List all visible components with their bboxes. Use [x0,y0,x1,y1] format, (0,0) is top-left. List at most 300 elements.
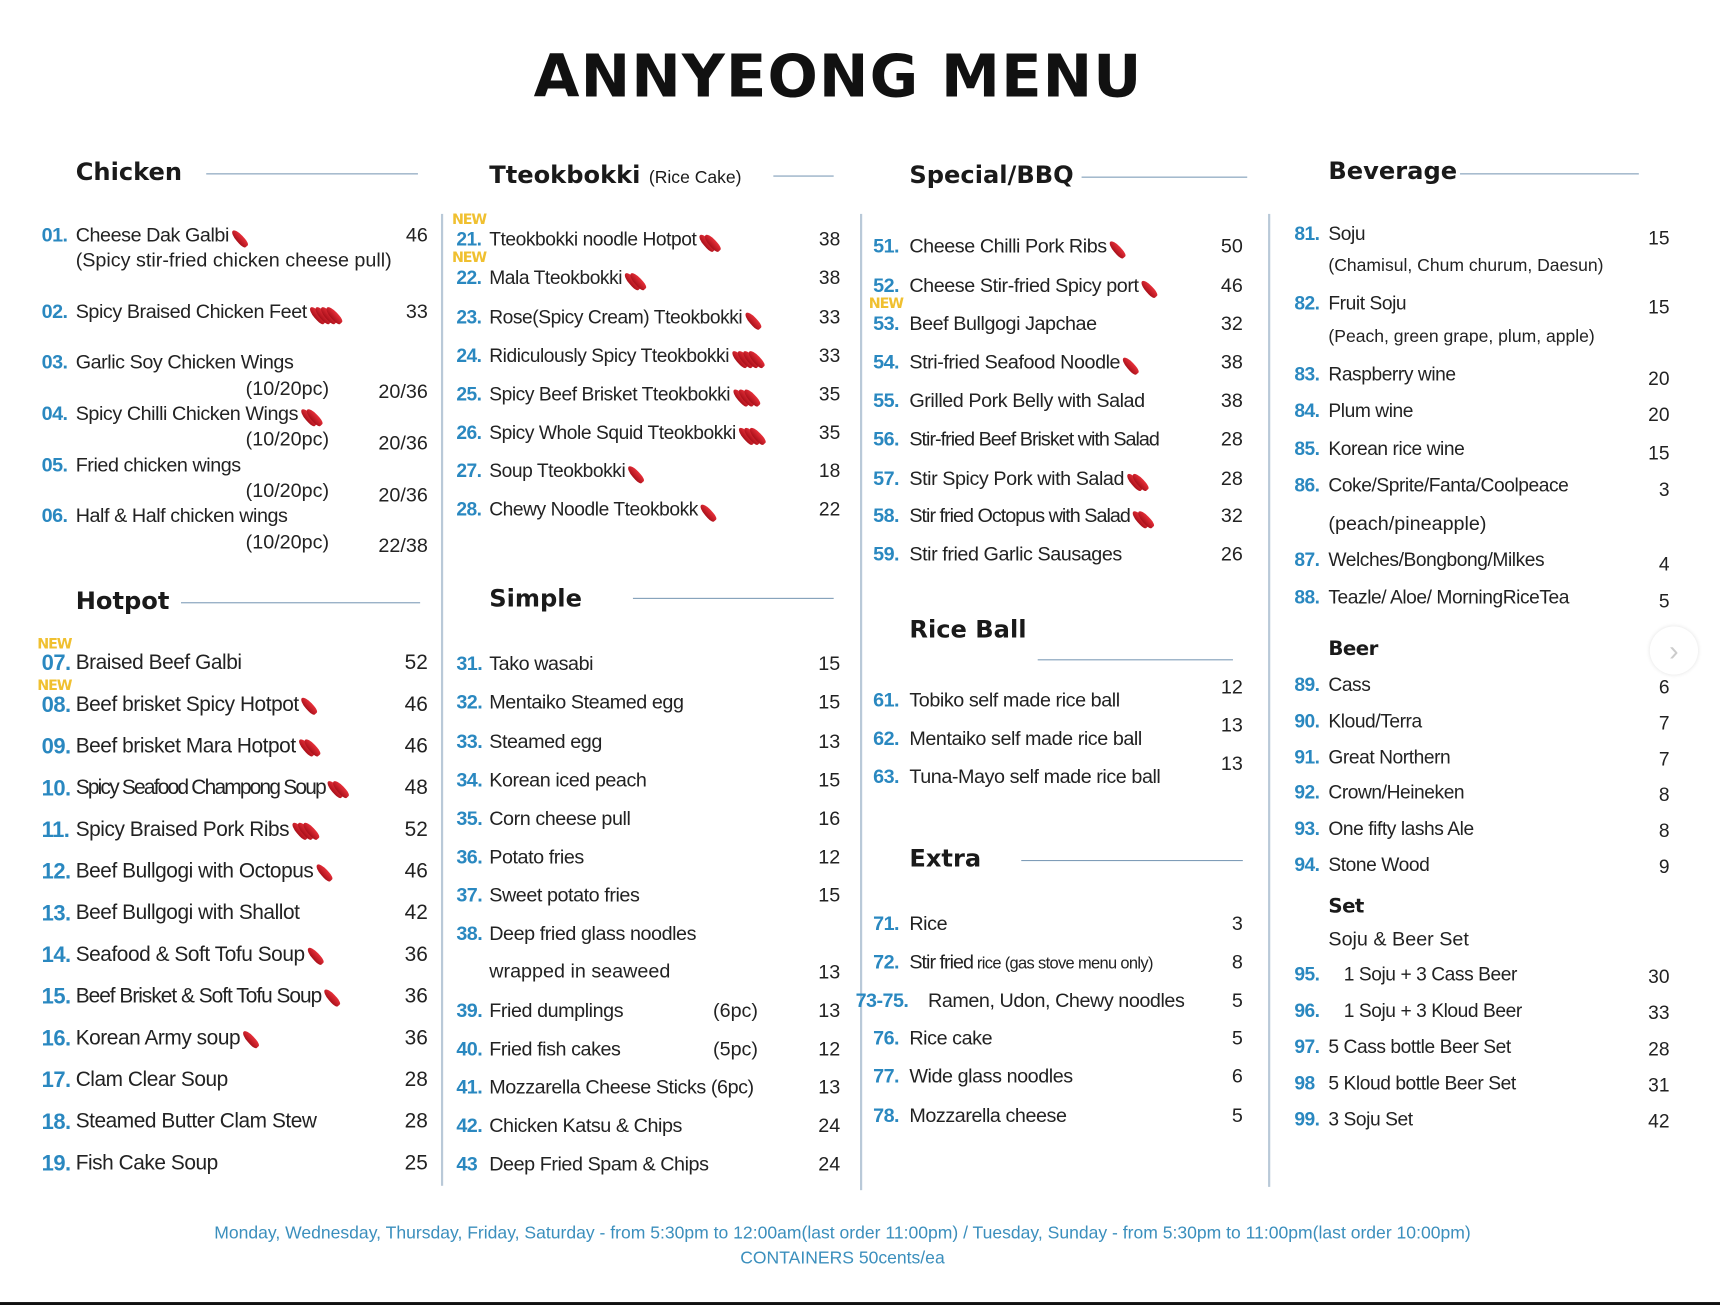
item-price: 25 [404,1151,428,1175]
item-name-text: Mentaiko Steamed egg [489,691,684,714]
item-price: 13 [818,960,841,983]
item-price: 32 [1220,504,1243,527]
next-button[interactable] [1650,626,1698,674]
item-price: 28 [404,1068,428,1092]
item-name-text: Garlic Soy Chicken Wings [75,351,294,373]
item-name-text: 5 Kloud bottle Beer Set [1328,1071,1516,1094]
item-number: 05. [41,454,68,477]
item-name-text: Spicy Braised Chicken Feet [75,300,307,323]
item-price: 15 [818,652,841,675]
item-name-text: Clam Clear Soup [75,1068,228,1092]
item-name [76,652,242,676]
section-title: Hotpot [75,587,170,616]
item-name [489,729,602,753]
item-name-text: Spicy Whole Squid Tteokbokki [489,421,736,444]
item-size: (5pc) [713,1037,759,1060]
item-name [1328,1071,1515,1095]
item-number: 04. [41,402,68,425]
item-name [909,912,947,936]
item-name [489,998,623,1022]
item-number: 83. [1294,363,1320,386]
chili-rating [742,423,758,445]
item-name [909,350,1132,374]
item-name [1328,291,1406,315]
item-name [76,299,336,323]
item-price: 12 [818,1037,841,1060]
item-name-text: Tteokbokki noodle Hotpot [489,228,697,251]
item-price: 48 [404,776,428,800]
item-number: 31. [456,652,483,675]
item-number: 43 [456,1152,478,1175]
item-name [1328,1034,1510,1058]
item-name [1328,816,1473,840]
section-divider [773,176,833,177]
item-price: 42 [1648,1110,1670,1133]
item-name-text: Coke/Sprite/Fanta/Coolpeace [1328,473,1569,496]
item-number: 73-75. [855,989,909,1012]
item-price: 36 [404,1026,428,1050]
item-number: 41. [456,1076,483,1099]
chili-rating [332,778,343,800]
item-name-text: Fried fish cakes [489,1037,621,1060]
item-name-text: Cass [1328,673,1371,696]
item-name-text: Braised Beef Galbi [75,651,242,675]
chili-rating [235,225,240,247]
chili-rating [328,986,333,1008]
item-name-text: Steamed egg [489,730,602,753]
item-number: 24. [456,344,482,367]
item-price: 13 [1220,714,1243,737]
section-divider [1460,173,1639,174]
item-name-text: Sweet potato fries [489,884,640,907]
item-name [909,726,1141,750]
item-name [1328,745,1450,769]
item-name [76,223,241,247]
section-heading [1328,893,1363,922]
item-price: 46 [1220,274,1243,297]
item-name-text: Cheese Stir-fried Spicy port [909,274,1139,297]
item-price: 20/36 [378,432,428,455]
item-note: (10/20pc) [245,427,330,450]
item-price: 6 [1231,1065,1243,1088]
item-number: 02. [41,300,68,323]
item-name [76,1027,253,1051]
chili-pepper-icon [699,503,719,524]
item-number: 72. [873,951,899,973]
item-name-text: Mentaiko self made rice ball [909,727,1142,750]
section-heading [909,616,1026,645]
item-name [1344,962,1517,986]
item-number: 06. [41,504,68,527]
item-price: 38 [1220,389,1243,412]
item-price: 4 [1658,552,1670,575]
item-price: 5 [1231,989,1243,1012]
chili-pepper-icon [241,1030,261,1051]
item-name [489,305,754,330]
item-name [1328,852,1429,876]
item-name [909,688,1119,712]
item-number: 11. [41,818,70,843]
item-name-text: Corn cheese pull [489,807,631,830]
item-number: 84. [1294,399,1320,422]
chili-rating [629,268,640,290]
item-name [1328,709,1421,733]
item-number: 33. [456,730,483,753]
item-price: 13 [818,1076,841,1099]
item-name-text: Rice cake [909,1026,993,1049]
item-size: (6pc) [713,999,759,1022]
chili-rating [1113,236,1118,258]
item-name [489,1152,708,1176]
item-name-text: Chicken Katsu & Chips [489,1114,682,1137]
section-divider [206,173,418,174]
chili-rating [703,230,714,252]
item-price: 52 [404,651,428,675]
item-name-text: Tobiko self made rice ball [909,688,1120,711]
item-price: 46 [404,734,428,758]
item-number: 15. [41,985,71,1010]
item-price: 15 [818,884,841,907]
item-price: 30 [1648,965,1670,988]
item-name [909,388,1144,412]
item-name [76,453,241,477]
chili-rating [302,736,313,758]
item-number: 09. [41,734,71,760]
item-name [76,943,317,967]
item-name [1328,362,1455,386]
item-name-text: Steamed Butter Clam Stew [75,1110,317,1134]
item-name [76,985,334,1009]
section-heading [76,588,170,617]
item-price: 26 [1220,542,1243,565]
item-name-text: Spicy Chilli Chicken Wings [75,402,299,425]
item-name-text: Teazle/ Aloe/ MorningRiceTea [1328,585,1570,608]
item-number: 71. [873,912,899,935]
item-name-text: Korean iced peach [489,768,647,791]
item-name-text: Grilled Pork Belly with Salad [909,389,1145,412]
item-name-text: Stone Wood [1328,853,1430,876]
item-name [489,343,757,368]
chili-pepper-icon [230,228,250,249]
new-badge: NEW [868,296,903,313]
item-number: 01. [41,223,68,246]
item-name-text: Stir fried Octopus with Salad [909,504,1130,527]
section-title: Tteokbokki [489,162,641,190]
item-number: 91. [1294,745,1320,768]
item-price: 15 [818,691,841,714]
chili-rating [1145,276,1150,298]
section-title: Chicken [75,159,183,187]
item-number: 51. [873,234,899,257]
item-number: 57. [873,467,899,490]
menu-title: ANNYEONG MENU [533,41,1143,111]
chili-pepper-icon [1121,356,1141,377]
chili-rating [1136,506,1147,528]
item-price: 42 [404,901,428,925]
item-name-text: Mala Tteokbokki [489,266,623,289]
item-name [489,1037,620,1061]
chili-rating [311,944,316,966]
item-number: 19. [41,1151,71,1176]
item-name [909,466,1141,490]
item-name-text: Rose(Spicy Cream) Tteokbokki [489,306,743,328]
item-name [76,777,343,801]
column-divider [860,214,862,1190]
item-number: 12. [41,860,71,885]
section-heading [489,586,582,615]
item-name-text: Raspberry wine [1328,363,1456,386]
item-name [909,1104,1066,1128]
section-title: Extra [909,845,982,874]
chili-rating [305,404,316,426]
item-price: 36 [404,985,428,1009]
item-price: 5 [1231,1026,1243,1049]
item-note: (Chamisul, Chum churum, Daesun) [1328,256,1604,276]
item-number: 23. [456,306,482,328]
item-price: 35 [818,382,841,405]
item-price: 6 [1658,675,1670,698]
item-name [489,459,637,484]
item-name-text: Beef Bullgogi with Shallot [75,901,300,925]
item-number: 82. [1294,291,1320,314]
chili-rating [305,694,310,716]
item-number: 55. [873,389,899,412]
item-number: 16. [41,1026,71,1051]
item-price: 31 [1648,1073,1670,1096]
item-number: 53. [873,312,899,335]
item-number: 93. [1294,817,1320,840]
item-number: 92. [1294,781,1320,803]
item-number: 27. [456,459,482,482]
item-name [76,350,294,374]
item-price: 5 [1231,1104,1243,1127]
new-badge: NEW [451,211,487,229]
item-name-text: Spicy Braised Pork Ribs [75,818,290,842]
item-number: 76. [873,1026,899,1049]
item-price: 12 [1220,675,1243,698]
item-number: 62. [873,727,899,750]
item-name-text: Soju [1328,222,1366,245]
item-name [489,768,646,792]
section-divider [633,598,834,599]
item-price: 52 [404,818,428,842]
item-number: 85. [1294,437,1320,460]
item-price: 8 [1231,951,1243,973]
item-number: 10. [41,776,71,801]
item-note: (10/20pc) [245,377,330,400]
item-price: 5 [1658,590,1670,613]
item-name [1328,585,1569,609]
item-number: 07. [41,651,71,676]
item-price: 38 [1220,351,1243,373]
item-price: 28 [1220,427,1243,450]
item-name [489,1075,753,1099]
item-name [909,427,1159,451]
item-number: 99. [1294,1107,1320,1130]
item-name [1328,473,1568,497]
column-divider [441,214,443,1186]
item-price: 20 [1648,367,1670,390]
chili-pepper-icon [1139,279,1159,300]
item-name [1344,998,1522,1022]
item-name [1328,1107,1412,1131]
item-name [489,227,714,252]
item-name-text: Rice [909,912,948,935]
item-number: 36. [456,845,483,868]
item-name-text: Beef brisket Mara Hotpot [75,734,296,758]
item-number: 08. [41,693,71,718]
item-name [76,902,300,926]
item-price: 3 [1231,912,1243,935]
item-price: 13 [818,999,841,1022]
item-name [489,1113,682,1137]
item-number: 22. [456,266,482,289]
section-divider [1021,860,1243,861]
item-name [489,265,639,290]
item-number: 38. [456,922,483,945]
item-name [1328,780,1464,804]
section-title: Set [1328,895,1364,919]
item-name-text: Seafood & Soft Tofu Soup [75,943,305,967]
item-name-text: Cheese Dak Galbi [75,223,229,246]
item-number: 78. [873,1104,899,1127]
item-name-text: Fish Cake Soup [75,1151,218,1175]
item-number: 39. [456,999,483,1022]
item-number: 17. [41,1068,71,1093]
item-name [489,382,753,407]
chili-pepper-icon [299,696,319,717]
item-price: 33 [405,300,428,323]
item-price: 36 [404,943,428,967]
item-name-text: Korean Army soup [75,1026,241,1050]
item-name-text: 1 Soju + 3 Cass Beer [1343,963,1517,986]
item-price: 13 [818,730,841,753]
item-name-text: Soup Tteokbokki [489,459,626,482]
section-title: Simple [489,585,582,614]
item-price: 20/36 [378,380,428,403]
item-name-text: Mozzarella cheese [909,1104,1067,1127]
item-name-text: Spicy Seafood Champong Soup [75,776,325,800]
item-name-text: Fried dumplings [489,999,624,1022]
section-intro: Soju & Beer Set [1328,928,1469,950]
item-name-text: Spicy Beef Brisket Tteokbokki [489,382,731,405]
item-name [909,234,1118,258]
item-name-text: Welches/Bongbong/Milkes [1328,548,1545,571]
section-divider [1038,659,1233,660]
item-number: 42. [456,1114,483,1137]
item-price: 28 [1220,467,1243,490]
item-number: 37. [456,884,483,907]
item-name-text: 1 Soju + 3 Kloud Beer [1343,999,1522,1022]
item-number: 94. [1294,853,1320,876]
item-number: 35. [456,807,483,830]
item-price: 33 [1648,1001,1670,1024]
item-name-text: Kloud/Terra [1328,709,1422,732]
item-number: 14. [41,943,71,968]
item-price: 38 [818,266,841,289]
item-number: 89. [1294,673,1320,696]
item-price: 46 [404,860,428,884]
item-number: 98 [1294,1071,1315,1094]
chili-pepper-icon [322,988,342,1009]
item-price: 28 [1648,1037,1670,1060]
item-price: 24 [818,1114,841,1137]
item-name-text: Beef Brisket & Soft Tofu Soup [75,985,322,1009]
item-name-text: Cheese Chilli Pork Ribs [909,234,1107,257]
item-name-text: Plum wine [1328,399,1413,422]
item-name-text: Tako wasabi [489,652,594,675]
item-name [909,950,1152,976]
item-name-text: Chewy Noodle Tteokbokk [489,498,698,520]
section-title: Beer [1328,637,1378,661]
item-number: 97. [1294,1035,1320,1058]
item-price: 16 [818,807,841,830]
item-name-text: Beef brisket Spicy Hotpot [75,693,299,717]
item-price: 15 [1648,227,1670,250]
section-subtitle: (Rice Cake) [648,168,742,188]
item-detail: rice (gas stove menu only) [973,954,1153,973]
item-name [489,806,630,830]
item-name [909,273,1150,297]
item-number: 18. [41,1110,71,1135]
item-note: (10/20pc) [245,479,330,502]
chili-rating [705,500,710,522]
item-price: 12 [818,845,841,868]
item-number: 21. [456,228,482,251]
chili-rating [736,346,758,368]
chili-rating [737,384,753,406]
item-name [489,883,639,907]
item-number: 28. [456,498,482,520]
item-name-text: Mozzarella Cheese Sticks (6pc) [489,1076,754,1099]
item-price: 8 [1658,819,1670,842]
section-heading [76,159,182,188]
item-price: 38 [818,228,841,251]
new-badge: NEW [451,250,487,267]
item-name-text: One fifty lashs Ale [1328,817,1474,840]
chili-pepper-icon [314,863,334,884]
item-name [76,1068,228,1092]
section-title: Beverage [1328,157,1458,186]
item-name [76,401,316,425]
item-price: 33 [818,344,841,367]
item-name [909,503,1147,527]
item-number: 56. [873,427,899,450]
chili-rating [632,461,637,483]
item-price: 7 [1658,711,1670,734]
item-price: 50 [1220,234,1243,257]
item-price: 32 [1220,312,1243,335]
item-name-text: Ramen, Udon, Chewy noodles [928,989,1185,1012]
item-number: 87. [1294,548,1320,571]
item-name-text: Wide glass noodles [909,1065,1073,1088]
item-number: 63. [873,765,899,788]
item-name [909,542,1121,566]
chili-rating [296,819,312,841]
item-number: 25. [456,382,482,405]
item-number: 26. [456,421,482,444]
item-number: 40. [456,1037,483,1060]
item-name-text: Stri-fried Seafood Noodle [909,351,1121,373]
item-name-text: Beef Bullgogi with Octopus [75,860,314,884]
section-heading [489,162,741,193]
item-name [76,860,326,884]
item-name-text: Half & Half chicken wings [75,504,288,527]
item-name-text: Beef Bullgogi Japchae [909,312,1097,335]
item-name [909,312,1096,336]
item-name [928,988,1184,1012]
chili-rating [749,308,754,330]
